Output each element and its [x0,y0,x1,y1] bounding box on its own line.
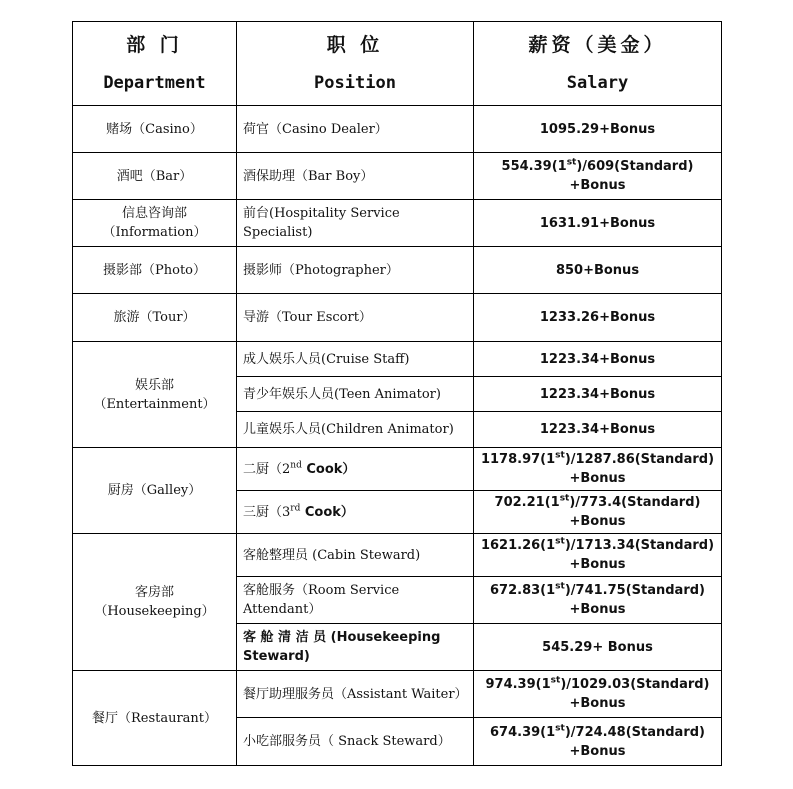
position-cell: 成人娱乐人员(Cruise Staff) [237,342,474,377]
header-position-zh: 职 位 [326,33,384,56]
header-department [73,22,237,106]
salary-bonus: +Bonus [569,178,626,193]
salary-cell: 1233.26+Bonus [474,294,722,342]
department-text: 信息咨询部 [121,206,187,221]
salary-cell: 1631.91+Bonus [474,200,722,247]
salary-cell [474,448,722,491]
header-salary [474,22,722,106]
salary-bonus: +Bonus [569,743,626,759]
table-row [73,342,722,377]
position-ordinal: nd [290,460,302,471]
table-row [73,294,722,342]
header-salary-zh: 薪资（美金） [528,33,667,56]
department-cell: 摄影部（Photo） [73,247,237,294]
position-text: 客 舱 清 洁 员 (Housekeeping [243,630,441,645]
salary-cell: 1223.34+Bonus [474,377,722,412]
salary-text: 672.83(1 [490,583,556,598]
department-cell: 餐厅（Restaurant） [73,671,237,766]
position-cell: 荷官（Casino Dealer） [237,106,474,153]
position-cell: 青少年娱乐人员(Teen Animator) [237,377,474,412]
salary-cell [474,534,722,577]
salary-text: )/741.75(Standard) [564,583,705,598]
salary-text: 674.39(1 [490,724,556,740]
position-cell: 导游（Tour Escort） [237,294,474,342]
table-row [73,247,722,294]
department-cell: 旅游（Tour） [73,294,237,342]
position-cell: 儿童娱乐人员(Children Animator) [237,412,474,448]
salary-text: )/1287.86(Standard) [564,452,715,467]
salary-text: )/609(Standard) [576,159,694,174]
salary-cell [474,577,722,624]
salary-cell [474,491,722,534]
salary-ordinal: st [555,450,565,461]
salary-text: 974.39(1 [485,677,551,692]
position-text: Steward) [243,649,310,664]
department-cell: 厨房（Galley） [73,448,237,534]
department-cell: 赌场（Casino） [73,106,237,153]
salary-cell [474,153,722,200]
salary-ordinal: st [559,493,570,504]
position-text: 二厨（2 [243,461,291,477]
salary-text: )/773.4(Standard) [569,495,701,510]
header-row [73,22,722,106]
salary-cell: 1095.29+Bonus [474,106,722,153]
salary-text: )/1029.03(Standard) [560,677,710,692]
header-position [237,22,474,106]
header-salary-en: Salary [566,72,629,93]
position-text: Cook） [300,504,354,520]
salary-cell: 1223.34+Bonus [474,342,722,377]
table-row [73,106,722,153]
position-text: Cook） [301,461,356,477]
position-cell: 前台(Hospitality Service Specialist) [237,200,474,247]
salary-cell: 850+Bonus [474,247,722,294]
salary-table [72,21,722,766]
salary-bonus: +Bonus [569,471,626,486]
salary-text: 554.39(1 [501,159,567,174]
position-cell [237,624,474,671]
position-cell: 小吃部服务员（ Snack Steward） [237,718,474,766]
salary-bonus: +Bonus [569,514,626,529]
salary-ordinal: st [555,581,565,592]
table-row [73,448,722,491]
salary-cell: 545.29+ Bonus [474,624,722,671]
salary-ordinal: st [550,675,561,686]
salary-text: 1178.97(1 [480,452,556,467]
table-row [73,534,722,577]
salary-bonus: +Bonus [569,696,626,711]
table-row [73,671,722,718]
position-cell [237,448,474,491]
salary-ordinal: st [566,157,577,168]
salary-cell [474,718,722,766]
department-cell: 酒吧（Bar） [73,153,237,200]
salary-ordinal: st [555,723,565,734]
department-cell: 客房部（Housekeeping） [73,534,237,671]
department-cell [73,200,237,247]
position-ordinal: rd [290,503,301,514]
salary-text: )/724.48(Standard) [564,724,705,740]
department-cell: 娱乐部（Entertainment） [73,342,237,448]
table-row [73,153,722,200]
position-cell: 餐厅助理服务员（Assistant Waiter） [237,671,474,718]
salary-bonus: +Bonus [569,602,626,617]
position-text: 三厨（3 [243,504,291,520]
table-row [73,200,722,247]
salary-text: 702.21(1 [494,495,560,510]
department-text: （Information） [102,225,207,240]
salary-bonus: +Bonus [569,557,626,572]
salary-ordinal: st [555,536,565,547]
position-cell: 酒保助理（Bar Boy） [237,153,474,200]
salary-text: 1621.26(1 [480,538,556,553]
header-department-en: Department [103,72,206,93]
header-department-zh: 部 门 [126,33,183,56]
position-cell: 摄影师（Photographer） [237,247,474,294]
position-cell [237,491,474,534]
position-cell: 客舱整理员 (Cabin Steward) [237,534,474,577]
salary-cell [474,671,722,718]
salary-text: )/1713.34(Standard) [564,538,715,553]
position-cell: 客舱服务（Room Service Attendant） [237,577,474,624]
header-position-en: Position [314,72,396,93]
salary-cell: 1223.34+Bonus [474,412,722,448]
